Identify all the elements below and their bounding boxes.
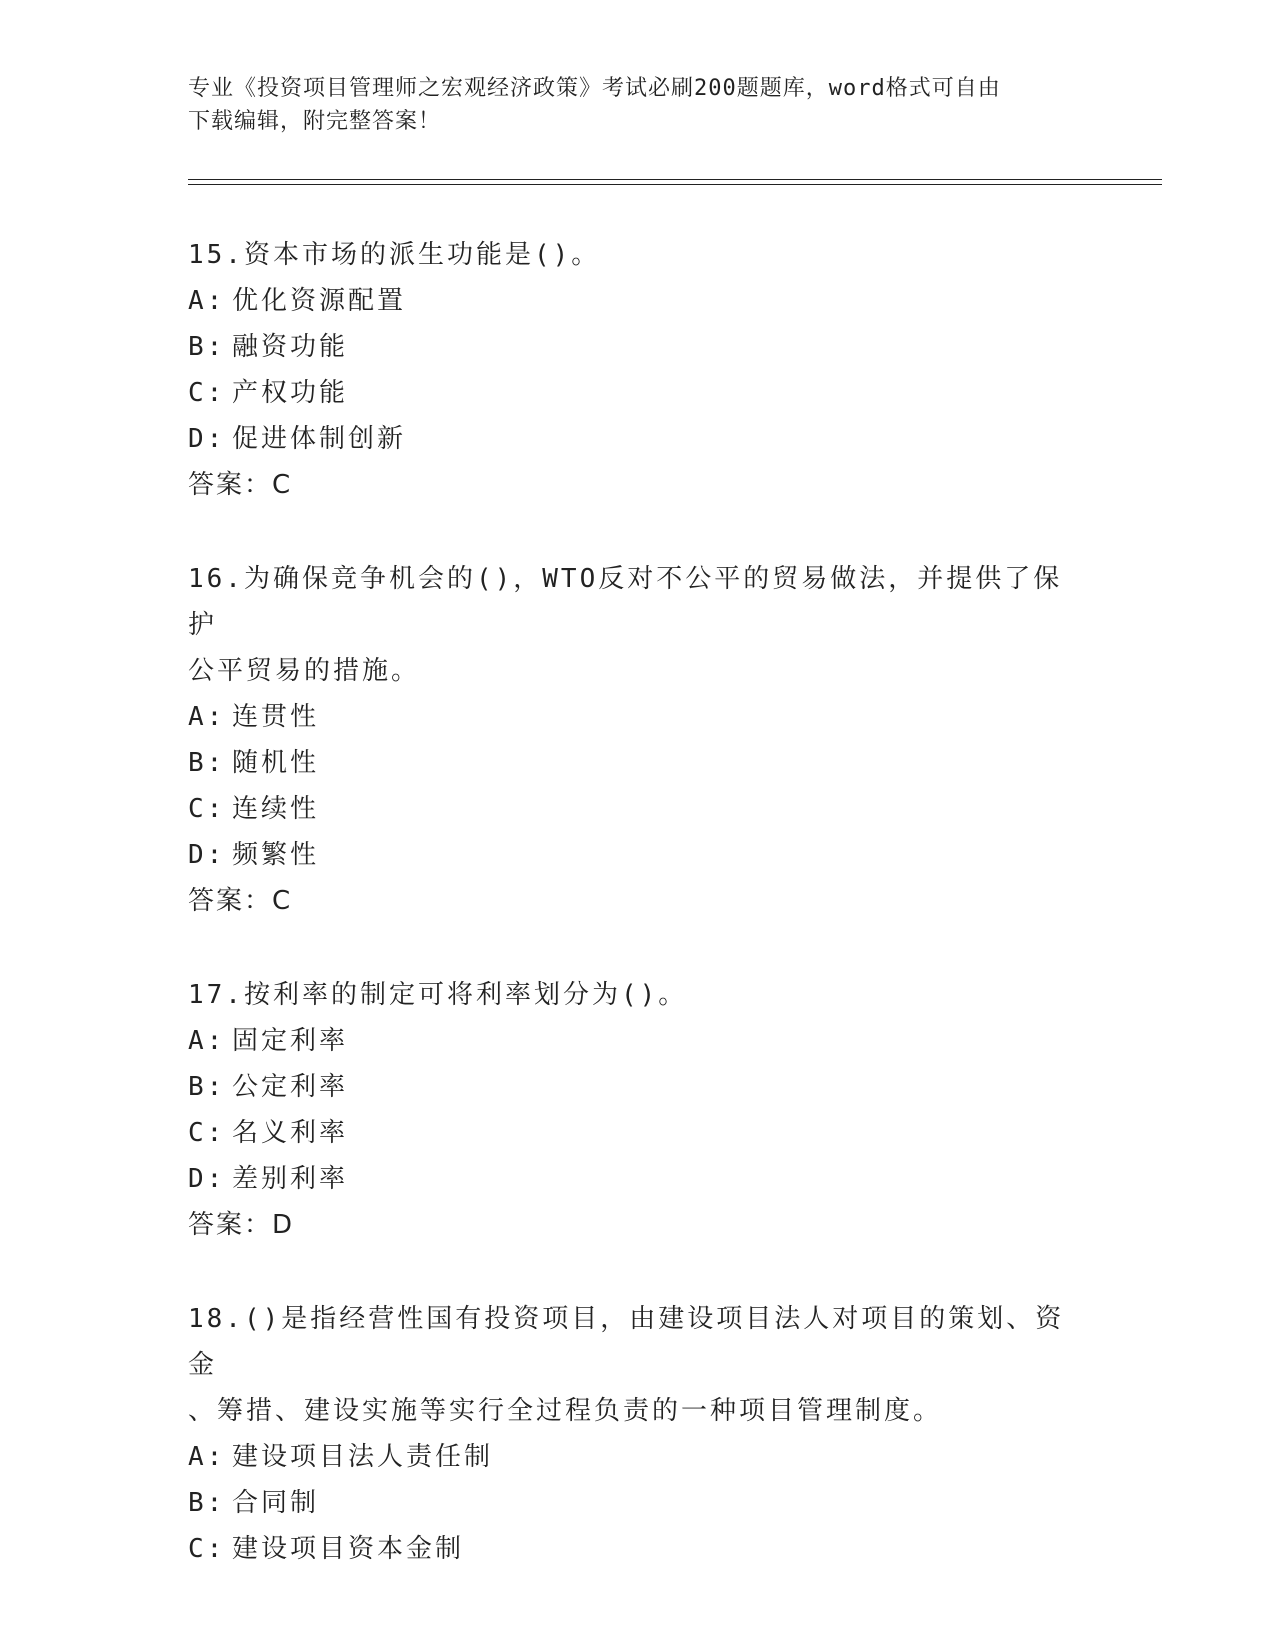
question-list	[188, 232, 1088, 1620]
option-text: 促进体制创新	[232, 424, 407, 454]
option-text: 合同制	[232, 1488, 320, 1518]
header-line-2: 下载编辑，附完整答案！	[188, 109, 442, 134]
option-c	[188, 370, 1088, 416]
question-stem: 17.按利率的制定可将利率划分为()。	[188, 980, 688, 1010]
question-15	[188, 232, 1088, 508]
document-header	[188, 72, 1068, 138]
question-stem-line-2: 、筹措、建设实施等实行全过程负责的一种项目管理制度。	[188, 1396, 943, 1426]
option-text: 连续性	[232, 794, 320, 824]
option-text: 优化资源配置	[232, 286, 407, 316]
option-d	[188, 1156, 1088, 1202]
option-key: B:	[188, 332, 226, 362]
option-text: 建设项目法人责任制	[232, 1442, 494, 1472]
option-key: C:	[188, 1534, 226, 1564]
option-key: A:	[188, 1442, 226, 1472]
option-text: 公定利率	[232, 1072, 349, 1102]
option-text: 融资功能	[232, 332, 349, 362]
option-text: 建设项目资本金制	[232, 1534, 465, 1564]
option-key: A:	[188, 1026, 226, 1056]
option-key: C:	[188, 378, 226, 408]
option-b	[188, 740, 1088, 786]
answer-line: 答案：C	[188, 886, 293, 916]
option-key: B:	[188, 1072, 226, 1102]
answer-line: 答案：D	[188, 1210, 295, 1240]
question-16	[188, 556, 1088, 924]
option-c	[188, 1110, 1088, 1156]
option-key: D:	[188, 424, 226, 454]
option-a	[188, 278, 1088, 324]
option-key: D:	[188, 1164, 226, 1194]
header-divider-bottom	[188, 184, 1162, 185]
option-key: C:	[188, 794, 226, 824]
option-key: B:	[188, 748, 226, 778]
option-text: 连贯性	[232, 702, 320, 732]
option-a	[188, 694, 1088, 740]
question-17	[188, 972, 1088, 1248]
option-text: 差别利率	[232, 1164, 349, 1194]
option-text: 名义利率	[232, 1118, 349, 1148]
option-c	[188, 1526, 1088, 1572]
option-a	[188, 1434, 1088, 1480]
answer-line: 答案：C	[188, 470, 293, 500]
header-line-1: 专业《投资项目管理师之宏观经济政策》考试必刷200题题库，word格式可自由	[188, 76, 1001, 101]
option-b	[188, 1064, 1088, 1110]
option-text: 固定利率	[232, 1026, 349, 1056]
option-text: 随机性	[232, 748, 320, 778]
option-c	[188, 786, 1088, 832]
option-key: D:	[188, 840, 226, 870]
option-b	[188, 1480, 1088, 1526]
question-18	[188, 1296, 1088, 1572]
option-b	[188, 324, 1088, 370]
option-key: C:	[188, 1118, 226, 1148]
question-stem-line-2: 公平贸易的措施。	[188, 656, 421, 686]
option-d	[188, 832, 1088, 878]
option-a	[188, 1018, 1088, 1064]
option-key: A:	[188, 286, 226, 316]
question-stem-line-1: 16.为确保竞争机会的()，WTO反对不公平的贸易做法，并提供了保护	[188, 564, 1063, 640]
option-text: 频繁性	[232, 840, 320, 870]
header-divider-top	[188, 179, 1162, 180]
option-key: B:	[188, 1488, 226, 1518]
option-d	[188, 416, 1088, 462]
question-stem-line-1: 18.()是指经营性国有投资项目，由建设项目法人对项目的策划、资金	[188, 1304, 1065, 1380]
option-text: 产权功能	[232, 378, 349, 408]
question-stem: 15.资本市场的派生功能是()。	[188, 240, 601, 270]
option-key: A:	[188, 702, 226, 732]
